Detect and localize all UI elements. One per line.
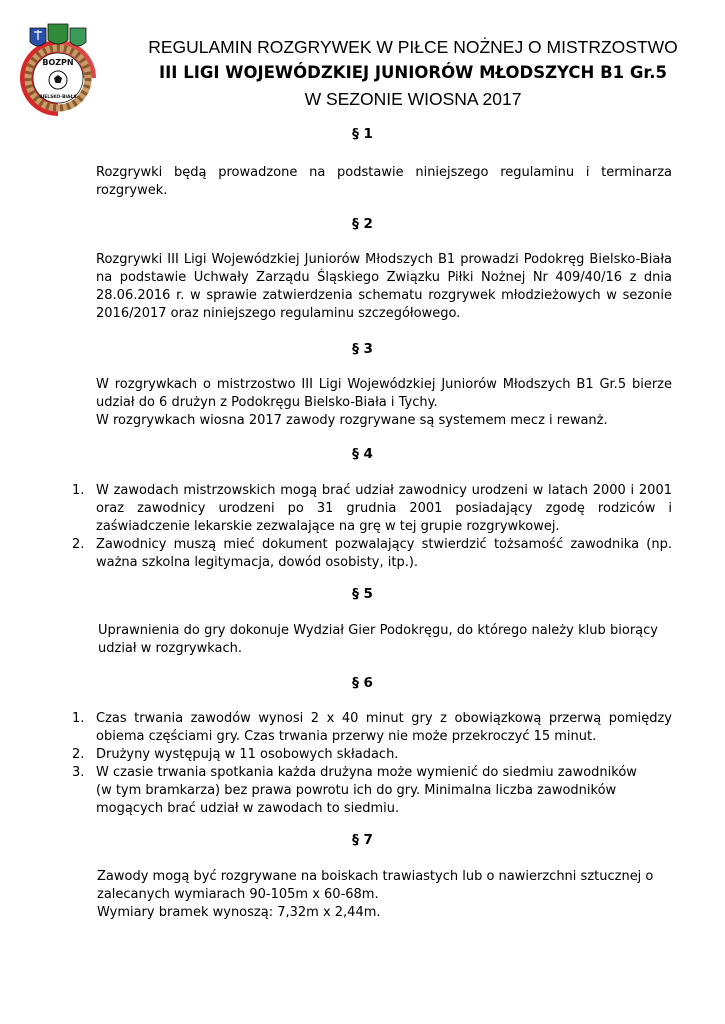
list-item-number: 3. — [72, 765, 85, 780]
section-5-heading: § 5 — [352, 586, 373, 602]
section-7-text-1: Zawody mogą być rozgrywane na boiskach trawiastych lub o nawierzchni sztucznej o zalecanych wymiarach 90-105m x 60-68m. — [97, 869, 654, 902]
section-3-text-1: W rozgrywkach o mistrzostwo III Ligi Wojewódzkiej Juniorów Młodszych B1 Gr.5 bierze udział do 6 drużyn z Podokręgu Bielsko-Biała i Tychy. — [96, 377, 672, 410]
section-3-text-2: W rozgrywkach wiosna 2017 zawody rozgrywane są systemem mecz i rewanż. — [96, 413, 608, 428]
list-item — [72, 764, 672, 818]
section-1-text: Rozgrywki będą prowadzone na podstawie niniejszego regulaminu i terminarza rozgrywek. — [96, 165, 672, 198]
list-item-text: Czas trwania zawodów wynosi 2 x 40 minut gry z obowiązkową przerwą pomiędzy obiema częściami gry. Czas trwania przerwy nie może przekroczyć 15 minut. — [96, 711, 672, 744]
document-title — [118, 34, 708, 112]
list-item-number: 1. — [72, 483, 85, 498]
title-line-1: REGULAMIN ROZGRYWEK W PIŁCE NOŻNEJ O MISTRZOSTWO — [148, 37, 678, 57]
list-item — [72, 710, 672, 746]
list-item — [72, 536, 672, 572]
section-4-heading: § 4 — [352, 446, 373, 462]
section-6-list — [72, 710, 672, 818]
section-2-heading: § 2 — [352, 216, 373, 232]
title-line-2: III LIGI WOJEWÓDZKIEJ JUNIORÓW MŁODSZYCH B1 Gr.5 — [159, 63, 667, 82]
section-3-heading: § 3 — [352, 341, 373, 357]
section-2-text: Rozgrywki III Ligi Wojewódzkiej Juniorów Młodszych B1 prowadzi Podokręg Bielsko-Biała na podstawie Uchwały Zarządu Śląskiego Związku Piłki Nożnej Nr 409/40/16 z dnia 28.06.2016 r. w sprawie zatwierdzenia schematu rozgrywek młodzieżowych w sezonie 2016/2017 oraz niniejszego regulaminu szczegółowego. — [96, 252, 672, 321]
logo-text: BOZPN — [42, 58, 74, 67]
list-item-number: 2. — [72, 747, 85, 762]
section-5-text: Uprawnienia do gry dokonuje Wydział Gier Podokręgu, do którego należy klub biorący udział w rozgrywkach. — [98, 623, 658, 656]
section-7-text-2: Wymiary bramek wynoszą: 7,32m x 2,44m. — [97, 905, 381, 920]
section-7-heading: § 7 — [352, 832, 373, 848]
list-item-number: 2. — [72, 537, 85, 552]
list-item-text: Zawodnicy muszą mieć dokument pozwalający stwierdzić tożsamość zawodnika (np. ważna szkolna legitymacja, dowód osobisty, itp.). — [96, 537, 672, 570]
section-3-body — [96, 376, 672, 430]
list-item — [72, 482, 672, 536]
section-1-heading: § 1 — [352, 126, 373, 142]
bozpn-logo — [8, 22, 108, 122]
list-item — [72, 746, 672, 764]
list-item-number: 1. — [72, 711, 85, 726]
section-7-body — [97, 868, 657, 922]
list-item-text: Drużyny występują w 11 osobowych składach. — [96, 747, 399, 762]
list-item-text: W zawodach mistrzowskich mogą brać udział zawodnicy urodzeni w latach 2000 i 2001 oraz zawodnicy urodzeni po 31 grudnia 2001 posiadający zgodę rodziców i zaświadczenie lekarskie zezwalające na grę w tej grupie rozgrywkowej. — [96, 483, 672, 534]
section-4-list — [72, 482, 672, 572]
logo-subtext: BIELSKO-BIAŁA — [39, 95, 77, 100]
title-line-3: W SEZONIE WIOSNA 2017 — [304, 89, 522, 109]
section-6-heading: § 6 — [352, 675, 373, 691]
list-item-text: W czasie trwania spotkania każda drużyna może wymienić do siedmiu zawodników (w tym bramkarza) bez prawa powrotu ich do gry. Minimalna liczba zawodników mogących brać udział w zawodach to siedmiu. — [96, 765, 637, 816]
